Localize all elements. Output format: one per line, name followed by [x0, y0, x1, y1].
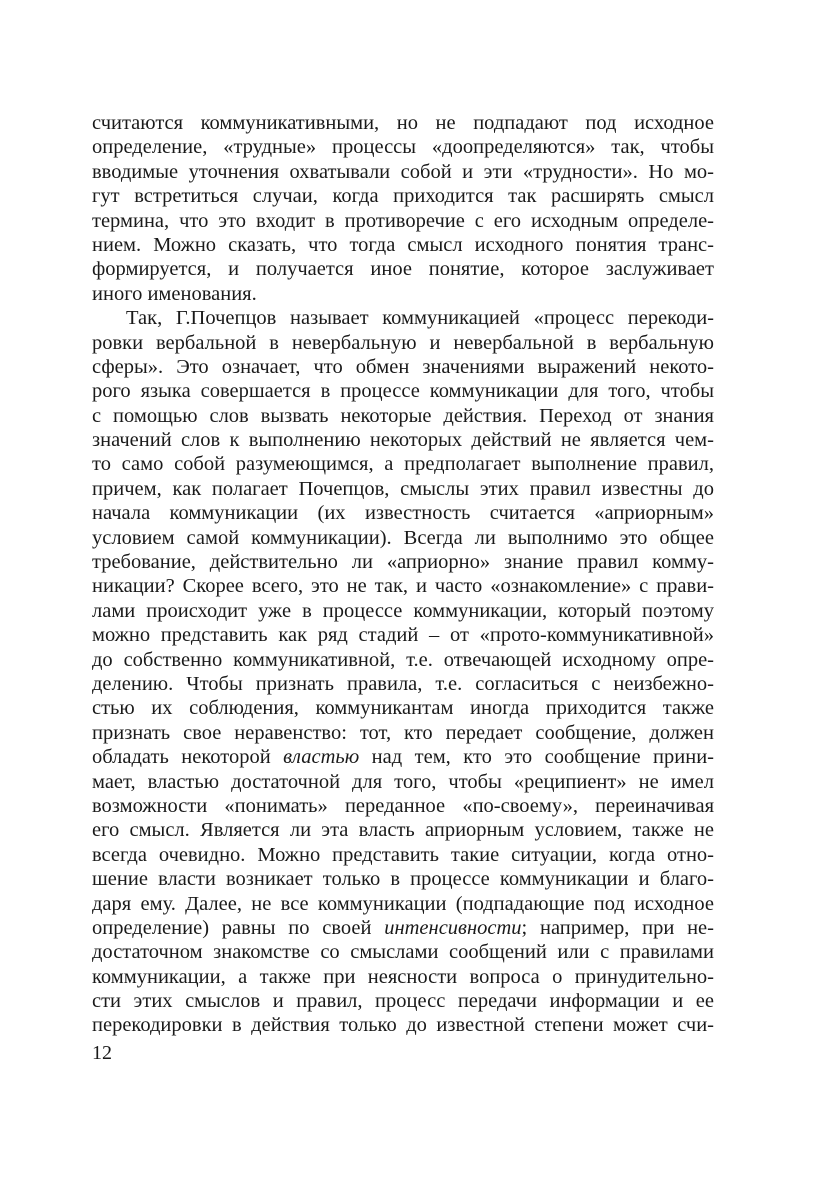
body-text	[92, 111, 714, 1038]
text-line: то само собой разумеющимся, а предполагает выполнение правил,	[92, 453, 714, 476]
text-line: требование, действительно ли «априорно» знание правил комму-	[92, 551, 714, 574]
text-line-with-emphasis	[92, 745, 714, 769]
text-segment: определение) равны по своей	[92, 916, 385, 939]
text-segment: над тем, кто это сообщение прини-	[359, 746, 714, 769]
text-line: термина, что это входит в противоречие с его исходным определе-	[92, 209, 714, 232]
text-line: до собственно коммуникативной, т.е. отвечающей исходному опре-	[92, 648, 714, 671]
text-line: даря ему. Далее, не все коммуникации (подпадающие под исходное	[92, 892, 714, 915]
text-line: начала коммуникации (их известность считается «априорным»	[92, 502, 714, 525]
text-segment: ; например, при не-	[521, 916, 714, 939]
text-line: причем, как полагает Почепцов, смыслы этих правил известны до	[92, 477, 714, 500]
text-line-with-emphasis	[92, 916, 714, 940]
page-number: 12	[92, 1042, 112, 1064]
text-line: возможности «понимать» переданное «по-своему», переиначивая	[92, 794, 714, 817]
text-line: гут встретиться случаи, когда приходится так расширять смысл	[92, 185, 714, 208]
text-line: рого языка совершается в процессе коммуникации для того, чтобы	[92, 380, 714, 403]
text-line: достаточном знакомстве со смыслами сообщений или с правилами	[92, 941, 714, 964]
text-line: иного именования.	[92, 282, 257, 305]
text-line: стью их соблюдения, коммуникантам иногда приходится также	[92, 697, 714, 720]
text-line: его смысл. Является ли эта власть априорным условием, также не	[92, 819, 714, 842]
text-line: значений слов к выполнению некоторых действий не является чем-	[92, 429, 714, 452]
text-line: Так, Г.Почепцов называет коммуникацией «процесс перекоди-	[126, 307, 714, 330]
text-line: шение власти возникает только в процессе коммуникации и благо-	[92, 868, 714, 891]
text-line: никации? Скорее всего, это не так, и часто «ознакомление» с прави-	[92, 575, 714, 598]
text-line: с помощью слов вызвать некоторые действия. Переход от знания	[92, 404, 714, 427]
text-line: можно представить как ряд стадий – от «прото-коммуникативной»	[92, 624, 714, 647]
text-line: сти этих смыслов и правил, процесс передачи информации и ее	[92, 990, 714, 1013]
text-line: ровки вербальной в невербальную и невербальной в вербальную	[92, 331, 714, 354]
paragraph-1	[92, 111, 714, 306]
text-line: нием. Можно сказать, что тогда смысл исходного понятия транс-	[92, 233, 714, 256]
text-line: вводимые уточнения охватывали собой и эти «трудности». Но мо-	[92, 160, 714, 183]
text-line: коммуникации, а также при неясности вопроса о принудительно-	[92, 965, 714, 988]
text-segment: обладать некоторой	[92, 746, 284, 769]
text-line: делению. Чтобы признать правила, т.е. согласиться с неизбежно-	[92, 672, 714, 695]
text-line: лами происходит уже в процессе коммуникации, который поэтому	[92, 599, 714, 622]
emphasis-term: интенсивности	[384, 916, 522, 939]
text-line: формируется, и получается иное понятие, которое заслуживает	[92, 258, 714, 281]
text-line: перекодировки в действия только до известной степени может счи-	[92, 1014, 714, 1037]
text-line: условием самой коммуникации). Всегда ли выполнимо это общее	[92, 526, 714, 549]
text-line: определение, «трудные» процессы «доопределяются» так, чтобы	[92, 136, 714, 159]
emphasis-term: властью	[283, 746, 360, 769]
text-line: сферы». Это означает, что обмен значениями выражений некото-	[92, 355, 714, 378]
text-line: всегда очевидно. Можно представить такие ситуации, когда отно-	[92, 843, 714, 866]
paragraph-2	[92, 306, 714, 1038]
text-line: признать свое неравенство: тот, кто передает сообщение, должен	[92, 721, 714, 744]
text-line: мает, властью достаточной для того, чтобы «реципиент» не имел	[92, 770, 714, 793]
text-line: считаются коммуникативными, но не подпадают под исходное	[92, 112, 714, 134]
